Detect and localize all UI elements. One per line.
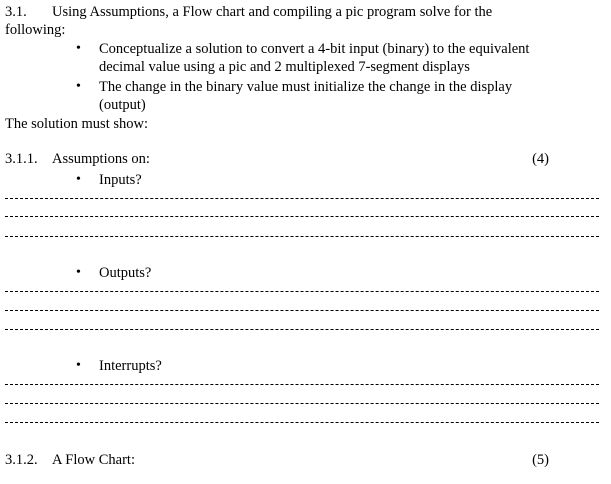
item-inputs: Inputs? xyxy=(99,172,142,188)
answer-line xyxy=(5,422,599,423)
q312-title: A Flow Chart: xyxy=(52,452,135,468)
q31-bullet2-line2: (output) xyxy=(99,97,146,113)
q31-must-show: The solution must show: xyxy=(5,116,148,132)
answer-line xyxy=(5,329,599,330)
q31-text-line2: following: xyxy=(5,22,66,38)
answer-line xyxy=(5,291,599,292)
answer-line xyxy=(5,216,599,217)
bullet-marker: • xyxy=(76,358,81,373)
answer-line xyxy=(5,384,599,385)
item-outputs: Outputs? xyxy=(99,265,152,281)
bullet-marker: • xyxy=(76,265,81,280)
q311-number: 3.1.1. xyxy=(5,151,38,167)
answer-line xyxy=(5,403,599,404)
bullet-marker: • xyxy=(76,172,81,187)
bullet-marker: • xyxy=(76,79,81,94)
q31-bullet2-line1: The change in the binary value must initialize the change in the display xyxy=(99,79,513,95)
q311-marks: (4) xyxy=(532,151,549,167)
answer-line xyxy=(5,198,599,199)
q31-bullet1-line1: Conceptualize a solution to convert a 4-bit input (binary) to the equivalent xyxy=(99,41,530,57)
q31-bullet1-line2: decimal value using a pic and 2 multiplexed 7-segment displays xyxy=(99,59,470,75)
q312-number: 3.1.2. xyxy=(5,452,38,468)
bullet-marker: • xyxy=(76,41,81,56)
q311-title: Assumptions on: xyxy=(52,151,150,167)
answer-line xyxy=(5,236,599,237)
q31-text-line1: Using Assumptions, a Flow chart and compiling a pic program solve for the xyxy=(52,4,493,20)
q31-number: 3.1. xyxy=(5,4,27,20)
item-interrupts: Interrupts? xyxy=(99,358,162,374)
answer-line xyxy=(5,310,599,311)
q312-marks: (5) xyxy=(532,452,549,468)
